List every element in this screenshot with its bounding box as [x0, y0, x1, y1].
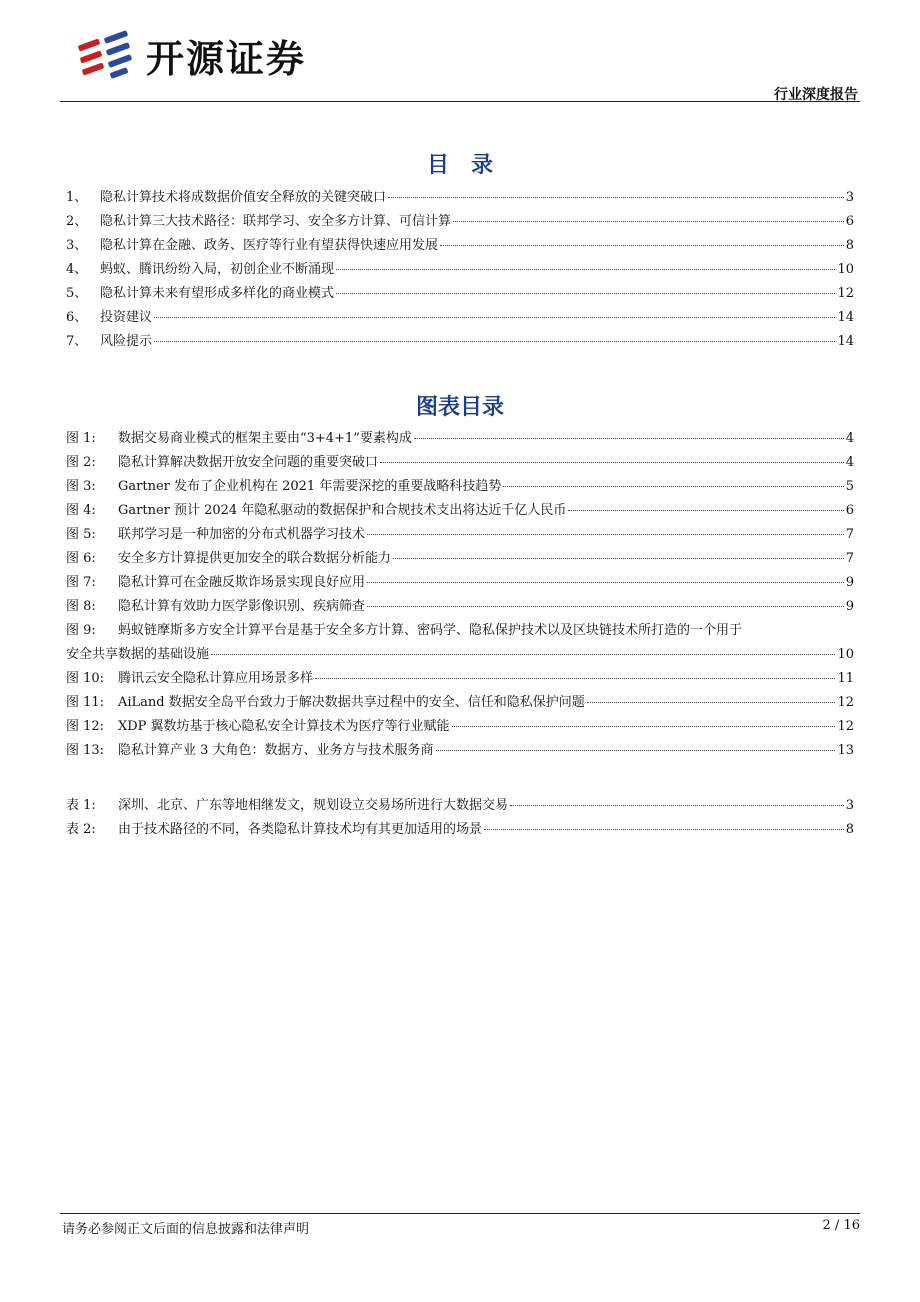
entry-title: 隐私计算三大技术路径：联邦学习、安全多方计算、可信计算 — [100, 214, 452, 229]
toc-entry[interactable] — [66, 619, 854, 643]
toc-entry[interactable] — [66, 306, 854, 330]
toc-entry[interactable] — [66, 210, 854, 234]
entry-number: 图 13: — [66, 743, 105, 758]
entry-page: 7 — [845, 527, 854, 542]
dot-leader — [503, 486, 843, 487]
entry-page: 6 — [845, 214, 854, 229]
brand-name: 开源证券 — [146, 37, 307, 81]
entry-page: 12 — [837, 286, 854, 301]
figures-title: 图表目录 — [415, 395, 504, 420]
entry-page: 14 — [837, 334, 854, 349]
toc-entry-continuation[interactable] — [66, 643, 854, 667]
dot-leader — [587, 702, 836, 703]
entry-title: AiLand 数据安全岛平台致力于解决数据共享过程中的安全、信任和隐私保护问题 — [118, 695, 585, 710]
toc-entry[interactable] — [66, 523, 854, 547]
entry-page: 7 — [845, 551, 854, 566]
page-number: 2 / 16 — [822, 1218, 860, 1233]
toc-entry[interactable] — [66, 451, 854, 475]
dot-leader — [568, 510, 843, 511]
entry-title: 安全多方计算提供更加安全的联合数据分析能力 — [118, 551, 392, 566]
entry-page: 9 — [845, 599, 854, 614]
toc-entry[interactable] — [66, 186, 854, 210]
entry-title: 投资建议 — [100, 310, 153, 325]
entry-title: 深圳、北京、广东等地相继发文，规划设立交易场所进行大数据交易 — [118, 798, 509, 813]
entry-number: 图 12: — [66, 719, 105, 734]
dot-leader — [484, 829, 844, 830]
entry-page: 12 — [837, 719, 854, 734]
entry-number: 2、 — [66, 214, 88, 229]
entry-title: 隐私计算有效助力医学影像识别、疾病筛查 — [118, 599, 366, 614]
entry-page: 3 — [845, 798, 854, 813]
dot-leader — [452, 726, 836, 727]
entry-number: 5、 — [66, 286, 88, 301]
dot-leader — [315, 678, 835, 679]
footer-disclaimer: 请务必参阅正文后面的信息披露和法律声明 — [62, 1222, 310, 1237]
toc-entry[interactable] — [66, 282, 854, 306]
entry-page: 10 — [837, 262, 854, 277]
toc-entry[interactable] — [66, 794, 854, 818]
entry-page: 6 — [845, 503, 854, 518]
entry-page: 13 — [837, 743, 854, 758]
toc-entry[interactable] — [66, 475, 854, 499]
page-header — [0, 0, 920, 104]
entry-number: 表 1: — [66, 798, 96, 813]
entry-title: 数据交易商业模式的框架主要由“3+4+1”要素构成 — [118, 431, 412, 446]
entry-title: 蚂蚁、腾讯纷纷入局，初创企业不断涌现 — [100, 262, 335, 277]
dot-leader — [453, 221, 844, 222]
entry-number: 图 5: — [66, 527, 96, 542]
entry-number: 图 1: — [66, 431, 96, 446]
entry-title: 由于技术路径的不同，各类隐私计算技术均有其更加适用的场景 — [118, 822, 483, 837]
entry-number: 图 11: — [66, 695, 105, 710]
dot-leader — [436, 750, 836, 751]
figures-list — [66, 427, 854, 763]
entry-title: Gartner 发布了企业机构在 2021 年需要深挖的重要战略科技趋势 — [118, 479, 502, 494]
toc-entry[interactable] — [66, 427, 854, 451]
entry-title-continued: 安全共享数据的基础设施 — [66, 647, 210, 662]
entry-title: 隐私计算可在金融反欺诈场景实现良好应用 — [118, 575, 366, 590]
entry-number: 4、 — [66, 262, 88, 277]
entry-title: 隐私计算未来有望形成多样化的商业模式 — [100, 286, 335, 301]
entry-page: 10 — [837, 647, 854, 662]
dot-leader — [367, 606, 844, 607]
dot-leader — [154, 317, 835, 318]
dot-leader — [211, 654, 835, 655]
dot-leader — [388, 197, 844, 198]
tables-list — [66, 794, 854, 842]
toc-entry[interactable] — [66, 739, 854, 763]
entry-number: 6、 — [66, 310, 88, 325]
entry-page: 5 — [845, 479, 854, 494]
footer-divider — [60, 1213, 860, 1214]
entry-title: 隐私计算解决数据开放安全问题的重要突破口 — [118, 455, 379, 470]
entry-number: 图 9: — [66, 623, 96, 638]
toc-list — [66, 186, 854, 354]
entry-number: 图 10: — [66, 671, 105, 686]
entry-title: 腾讯云安全隐私计算应用场景多样 — [118, 671, 314, 686]
toc-entry[interactable] — [66, 234, 854, 258]
entry-title: 风险提示 — [100, 334, 153, 349]
entry-title: Gartner 预计 2024 年隐私驱动的数据保护和合规技术支出将达近千亿人民币 — [118, 503, 567, 518]
entry-number: 3、 — [66, 238, 88, 253]
brand-logo-icon — [76, 28, 138, 82]
header-divider — [60, 101, 860, 102]
dot-leader — [440, 245, 844, 246]
toc-entry[interactable] — [66, 499, 854, 523]
entry-page: 8 — [845, 822, 854, 837]
entry-page: 8 — [845, 238, 854, 253]
toc-entry[interactable] — [66, 667, 854, 691]
toc-entry[interactable] — [66, 691, 854, 715]
entry-page: 4 — [845, 455, 854, 470]
dot-leader — [510, 805, 844, 806]
entry-title: 蚂蚁链摩斯多方安全计算平台是基于安全多方计算、密码学、隐私保护技术以及区块链技术所打造的一个用于 — [118, 623, 743, 638]
entry-page: 11 — [837, 671, 854, 686]
entry-number: 图 2: — [66, 455, 96, 470]
entry-title: 隐私计算在金融、政务、医疗等行业有望获得快速应用发展 — [100, 238, 439, 253]
entry-page: 14 — [837, 310, 854, 325]
entry-number: 图 3: — [66, 479, 96, 494]
entry-page: 9 — [845, 575, 854, 590]
entry-title: 隐私计算技术将成数据价值安全释放的关键突破口 — [100, 190, 387, 205]
toc-entry[interactable] — [66, 330, 854, 354]
toc-entry[interactable] — [66, 715, 854, 739]
dot-leader — [380, 462, 844, 463]
toc-entry[interactable] — [66, 595, 854, 619]
dot-leader — [393, 558, 844, 559]
entry-number: 表 2: — [66, 822, 96, 837]
dot-leader — [414, 438, 844, 439]
report-type-label: 行业深度报告 — [774, 87, 858, 103]
toc-entry[interactable] — [66, 258, 854, 282]
entry-number: 图 4: — [66, 503, 96, 518]
dot-leader — [154, 341, 835, 342]
entry-title: 联邦学习是一种加密的分布式机器学习技术 — [118, 527, 366, 542]
entry-title: 隐私计算产业 3 大角色：数据方、业务方与技术服务商 — [118, 743, 434, 758]
toc-entry[interactable] — [66, 547, 854, 571]
entry-number: 图 7: — [66, 575, 96, 590]
dot-leader — [336, 293, 835, 294]
dot-leader — [336, 269, 835, 270]
entry-page: 12 — [837, 695, 854, 710]
dot-leader — [367, 582, 844, 583]
entry-title: XDP 翼数坊基于核心隐私安全计算技术为医疗等行业赋能 — [118, 719, 450, 734]
entry-number: 1、 — [66, 190, 88, 205]
toc-title: 目 录 — [426, 153, 493, 178]
entry-number: 图 8: — [66, 599, 96, 614]
entry-page: 3 — [845, 190, 854, 205]
toc-entry[interactable] — [66, 571, 854, 595]
dot-leader — [367, 534, 844, 535]
toc-entry[interactable] — [66, 818, 854, 842]
entry-page: 4 — [845, 431, 854, 446]
entry-number: 图 6: — [66, 551, 96, 566]
entry-number: 7、 — [66, 334, 88, 349]
